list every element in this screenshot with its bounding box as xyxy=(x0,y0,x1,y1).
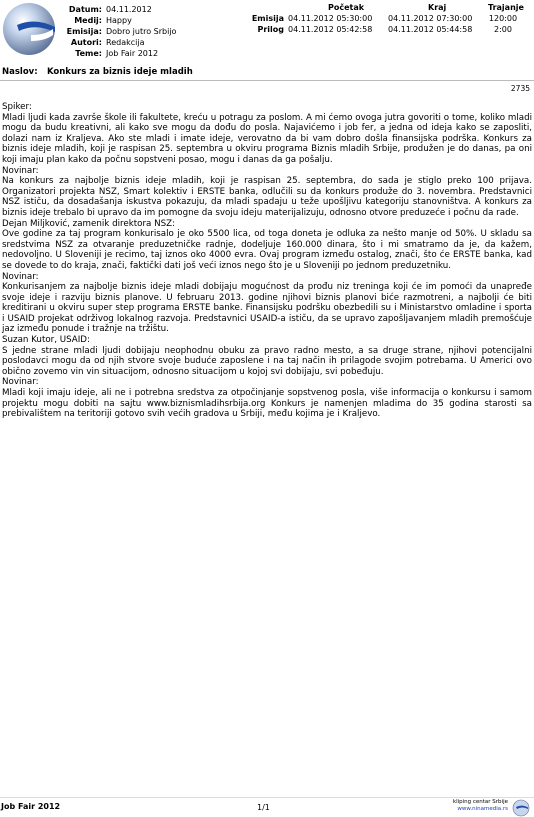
speaker-label: Dejan Miljković, zamenik direktora NSZ: xyxy=(2,218,176,229)
schedule-row-emisija: Emisija 04.11.2012 05:30:00 04.11.2012 07:30:00 120:00 xyxy=(251,14,518,23)
footer-topic: Job Fair 2012 xyxy=(1,802,61,811)
header-divider xyxy=(0,80,534,81)
meta-row-authors: Autori: Redakcija xyxy=(70,38,145,47)
speaker-label: Novinar: xyxy=(2,377,39,388)
title-value: Konkurs za biznis ideje mladih xyxy=(46,67,193,77)
article-body xyxy=(2,102,532,420)
speaker-label: Spiker: xyxy=(2,102,32,112)
speaker-label: Suzan Kutor, USAID: xyxy=(2,335,90,346)
paragraph: Mladi ljudi kada završe škole ili fakultete, kreću u potragu za poslom. A mi ćemo ovoga jutra govoriti o tome, koliko mladi mogu da budu kreativni, ali kako sve mogu da dođu do posla. Najavićemo i job fer, a jedna od ideja kako se zaposliti, dolazi nam iz Kraljeva. Ako ste mladi i imate ideje, verovatno da bi vam dobro došla finansijska podrška. Konkurs za biznis ideje mladih, koji je raspisan 25. septembra u okviru programa Biznis mladih Srbije, produžen je do danas, pa oni koji imaju plan kako da počnu sopstveni posao, mogu i danas da ga pošalju. xyxy=(2,112,532,165)
meta-row-topics: Teme: Job Fair 2012 xyxy=(75,49,159,58)
metadata-block xyxy=(0,4,176,59)
paragraph: S jedne strane mladi ljudi dobijaju neophodnu obuku za pravo radno mesto, a sa druge strane, njihovi potencijalni poslodavci mogu da od njih stvore svoje buduće zaposlene i na taj način ih prilagode svojim potrebama. U Americi ovo obično zovemo vin vin situacijom, odnosno situacijom u kojoj svi dobijaju, svi pobeđuju. xyxy=(2,345,532,377)
source-url[interactable]: www.ninamedia.rs xyxy=(457,806,508,812)
paragraph: Konkurisanjem za najbolje biznis ideje mladi dobijaju mogućnost da prođu niz treninga koji će im pomoći da unapređe svoje ideje i razviju biznis planove. U februaru 2013. godine njihovi biznis planovi biće razmotreni, a najbolji će biti kreditirani u okviru super step programa ERSTE banke. Finansijsku podršku obezbedili su i Ministarstvo omladine i sporta i USAID projekat održivog lokalnog razvoja. Predstavnici USAID-a ističu, da se upravo zapošljavanjem mladih premošćuje jaz između ponude i tražnje na tržištu. xyxy=(2,282,532,335)
clip-code: 2735 xyxy=(510,84,530,93)
paragraph: Mladi koji imaju ideje, ali ne i potrebna sredstva za otpočinjanje sopstvenog posla, više informacija o konkursu i samom projektu mogu dobiti na sajtu www.biznismladihsrbija.org Konkurs je namenjen mladima do 35 godina starosti sa prebivalištem na teritoriji gotovo svih većih gradova u Srbiji, među kojima je i Kraljevo. xyxy=(2,388,532,420)
meta-row-date: Datum: 04.11.2012 xyxy=(68,5,152,14)
schedule-header: Početak Kraj Trajanje xyxy=(328,3,524,12)
meta-row-media: Medij: Happy xyxy=(74,16,132,25)
speaker-label: Novinar: xyxy=(2,271,39,282)
meta-row-show: Emisija: Dobro jutro Srbijo xyxy=(66,27,177,36)
paragraph: Ove godine za taj program konkurisalo je oko 5500 lica, od toga doneta je odluka za nešto manje od 50%. U skladu sa sredstvima NSZ za otvaranje preduzetničke radnje, dodeljuje 160.000 dinara, što i mi smatramo da je, da kažem, nedovoljno. U Sloveniji je recimo, taj iznos oko 4000 evra. Ovaj program između ostalog, znači, što će ERSTE banka, kad se dovede to do kraja, znači, faktički dati još veći iznos nego što je u Sloveniji po jednom preduzetniku. xyxy=(2,229,532,271)
schedule-row-prilog: Prilog 04.11.2012 05:42:58 04.11.2012 05:44:58 2:00 xyxy=(257,25,512,34)
schedule-table xyxy=(250,2,524,35)
source-name: kliping centar Srbije xyxy=(452,799,508,805)
paragraph: Na konkurs za najbolje biznis ideje mladih, koji je raspisan 25. septembra, do sada je stiglo preko 100 prijava. Organizatori projekta NSZ, Smart kolektiv i ERSTE banka, odlučili su da konkurs produže do 3. novembra. Predstavnici NSZ ističu, da dosadašanja iskustva pokazuju, da mladi spadaju u teže upošljivu kategoriju stanovništva. A konkurs za biznis ideje trebalo bi upravo da im pomogne da svoju ideju materijalizuju, odnosno otvore preduzeće i počnu da rade. xyxy=(2,176,532,218)
footer-source xyxy=(453,799,508,813)
article-title xyxy=(2,67,193,77)
speaker-label: Novinar: xyxy=(2,165,39,176)
title-label: Naslov: xyxy=(2,67,38,77)
page-number: 1/1 xyxy=(257,803,270,812)
footer-logo-icon xyxy=(512,799,530,817)
footer-divider xyxy=(0,797,534,798)
